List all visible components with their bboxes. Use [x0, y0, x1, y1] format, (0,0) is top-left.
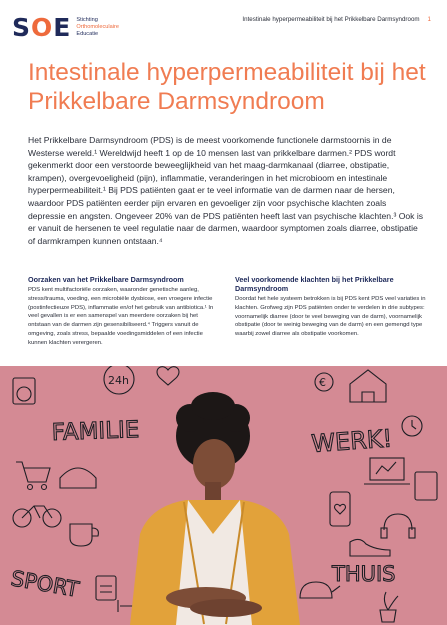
euro-symbol: €: [319, 376, 326, 389]
word-familie: FAMILIE: [51, 416, 140, 446]
org-line-2: Orthomoleculaire: [76, 23, 119, 30]
word-sport: SPORT: [9, 566, 81, 602]
complaints-body: Doordat het hele systeem betrokken is bij PDS kent PDS veel variaties in klachten. Grofweg zijn PDS patiënten onder te verdelen in drie subtypes: voornamelijk diarree (door te veel beweging van de darm), voornamelijk obstipatie (door te weinig beweging van de darm) en een gemengd type waarbij zowel diarree als obstipatie voorkomen.: [235, 296, 426, 338]
word-werk: WERK!: [310, 424, 394, 458]
photo-illustration: [0, 366, 447, 625]
running-head: [242, 16, 431, 23]
causes-section: [28, 275, 220, 348]
intro-paragraph: Het Prikkelbare Darmsyndroom (PDS) is de meest voorkomende functionele darmstoornis in de Westerse wereld.¹ Wereldwijd heeft 1 op de 10 mensen last van prikkelbare darmen.² PDS wordt gekenmerkt door een verstoorde beweeglijkheid van het maag-darmkanaal (diarree, obstipatie, krampen), overgevoeligheid (pijn), inflammatie, veranderingen in het microbioom en intestinale hyperpermeabiliteit.¹ Bij PDS patiënten gaat er te veel informatie van de darmen naar de hersen, waardoor PDS patiënten eerder pijn ervaren en gevoeliger zijn voor psychische klachten zoals depressie en angsten. Ongeveer 20% van de PDS patiënten heeft last van psychische klachten.³ Ook is er vanuit de hersenen te veel regulatie naar de darmen, waardoor symptomen zoals diarree, obstipatie of darmkrampen kunnen ontstaan.⁴: [28, 135, 424, 246]
word-thuis: THUIS: [332, 562, 396, 586]
org-line-1: Stichting: [76, 16, 98, 23]
complaints-section: [235, 275, 427, 339]
page-number: 1: [427, 16, 431, 23]
page-title: Intestinale hyperpermeabiliteit bij het Prikkelbare Darmsyndroom: [28, 59, 426, 115]
hero-photo: [0, 366, 447, 625]
complaints-heading: Veel voorkomende klachten bij het Prikkelbare Darmsyndroom: [235, 275, 394, 293]
causes-heading: Oorzaken van het Prikkelbare Darmsyndroom: [28, 275, 184, 284]
clock-label: 24h: [108, 374, 129, 387]
logo-mark: SOE: [12, 12, 72, 42]
logo: [12, 10, 119, 44]
logo-tagline: [76, 17, 119, 38]
org-line-3: Educatie: [76, 30, 99, 37]
causes-body: PDS kent multifactoriële oorzaken, waaronder genetische aanleg, stress/trauma, voeding, een microbiële dysbiose, een vroegere infectie (postinfectieuze PDS), inflammatie en/of het gebruik van antibiotica.¹ In veel gevallen is er een samenspel van meerdere oorzaken bij het ontstaan van de darmen zijn gesensibiliseerd.⁴ Triggers vanuit de omgeving, zoals stress, bepaalde voedingsmiddelen of een infectie kunnen klachten verergeren.: [28, 287, 214, 346]
running-title: Intestinale hyperpermeabiliteit bij het Prikkelbare Darmsyndroom: [242, 16, 420, 23]
